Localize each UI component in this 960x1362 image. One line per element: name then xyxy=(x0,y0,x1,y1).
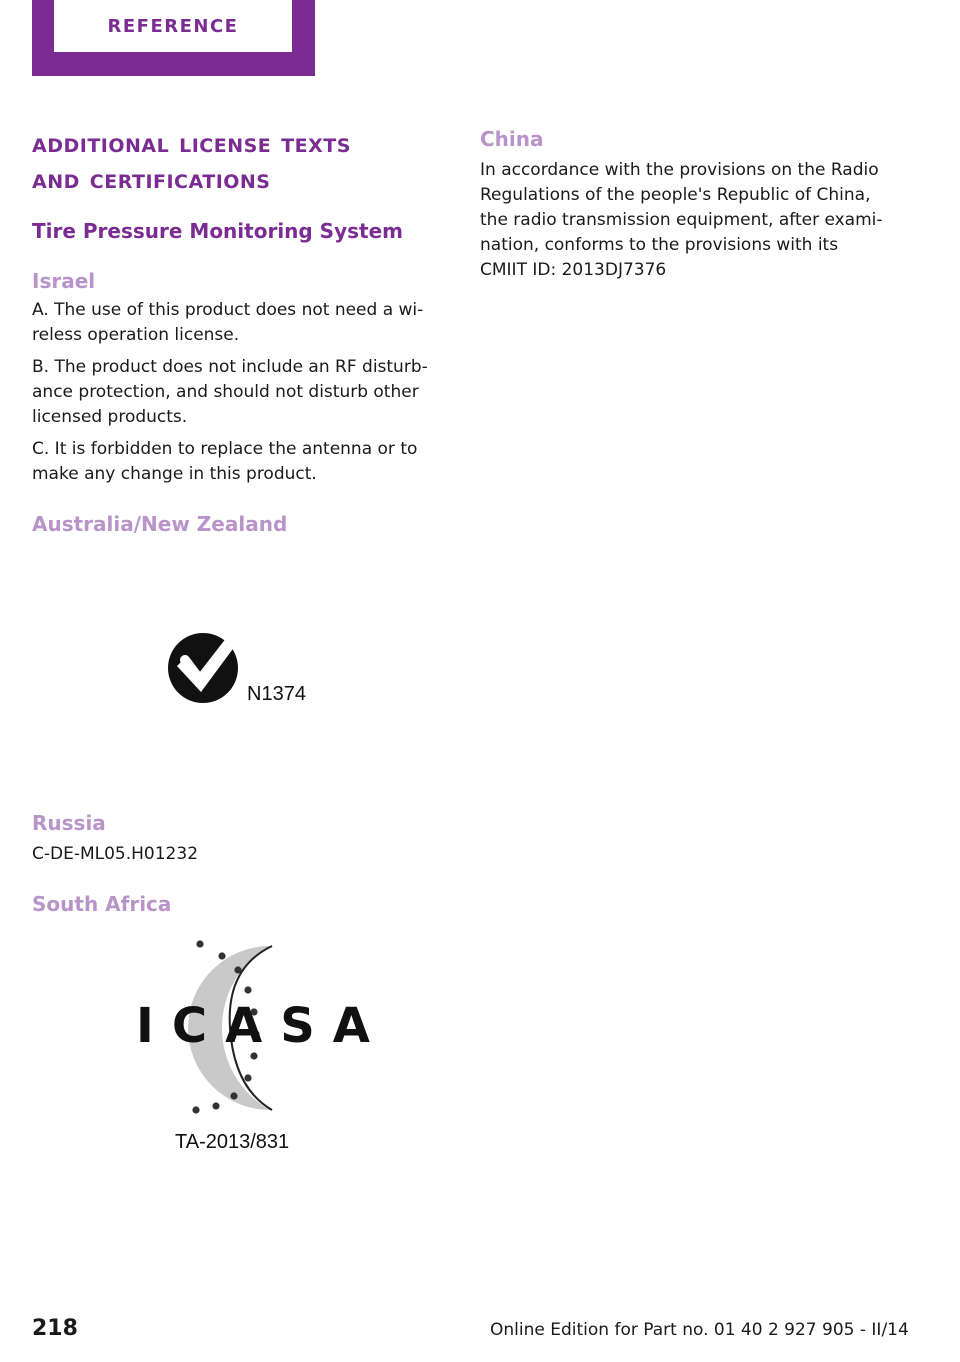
australia-heading: Australia/New Zealand xyxy=(32,512,288,536)
israel-para-a xyxy=(32,298,442,348)
israel-para-b-line-3: licensed products. xyxy=(32,407,188,427)
tpms-heading: Tire Pressure Monitoring System xyxy=(32,219,403,243)
israel-para-b-line-1: B. The product does not include an RF disturb‐ xyxy=(32,357,428,377)
section-tab xyxy=(32,0,315,76)
icasa-logo-icon xyxy=(130,938,388,1156)
left-column-lower xyxy=(32,810,442,917)
israel-para-c xyxy=(32,437,442,487)
icasa-logo-text: ICASA xyxy=(136,998,388,1054)
page-title-line-2: and certifications xyxy=(32,164,271,195)
china-para-line-2: Regulations of the people's Republic of China, xyxy=(480,185,871,205)
left-column xyxy=(32,126,442,537)
rcm-code-text: N1374 xyxy=(247,683,306,705)
israel-heading: Israel xyxy=(32,269,96,293)
icasa-code-text: TA-2013/831 xyxy=(175,1131,290,1153)
china-para-line-3: the radio transmission equipment, after exami‐ xyxy=(480,210,883,230)
russia-heading: Russia xyxy=(32,811,106,835)
israel-para-b-line-2: ance protection, and should not disturb other xyxy=(32,382,419,402)
israel-para-c-line-2: make any change in this product. xyxy=(32,464,317,484)
russia-code: C-DE-ML05.H01232 xyxy=(32,844,199,864)
section-tab-label: REFERENCE xyxy=(107,15,239,37)
page-number: 218 xyxy=(32,1316,78,1341)
israel-para-b xyxy=(32,355,442,430)
section-tab-inner xyxy=(54,0,292,52)
rcm-check-mark-icon xyxy=(165,630,325,710)
china-para-line-1: In accordance with the provisions on the Radio xyxy=(480,160,879,180)
right-column xyxy=(480,126,910,283)
china-para-line-5: CMIIT ID: 2013DJ7376 xyxy=(480,260,667,280)
page-title xyxy=(32,126,442,198)
page-title-line-1: additional license texts xyxy=(32,128,351,159)
israel-para-a-line-2: reless operation license. xyxy=(32,325,240,345)
china-para-line-4: nation, conforms to the provisions with its xyxy=(480,235,839,255)
china-heading: China xyxy=(480,127,544,151)
china-para xyxy=(480,158,910,283)
south-africa-heading: South Africa xyxy=(32,892,172,916)
israel-para-c-line-1: C. It is forbidden to replace the antenna or to xyxy=(32,439,418,459)
edition-footer: Online Edition for Part no. 01 40 2 927 905 - II/14 xyxy=(490,1320,909,1340)
israel-para-a-line-1: A. The use of this product does not need a wi‐ xyxy=(32,300,424,320)
